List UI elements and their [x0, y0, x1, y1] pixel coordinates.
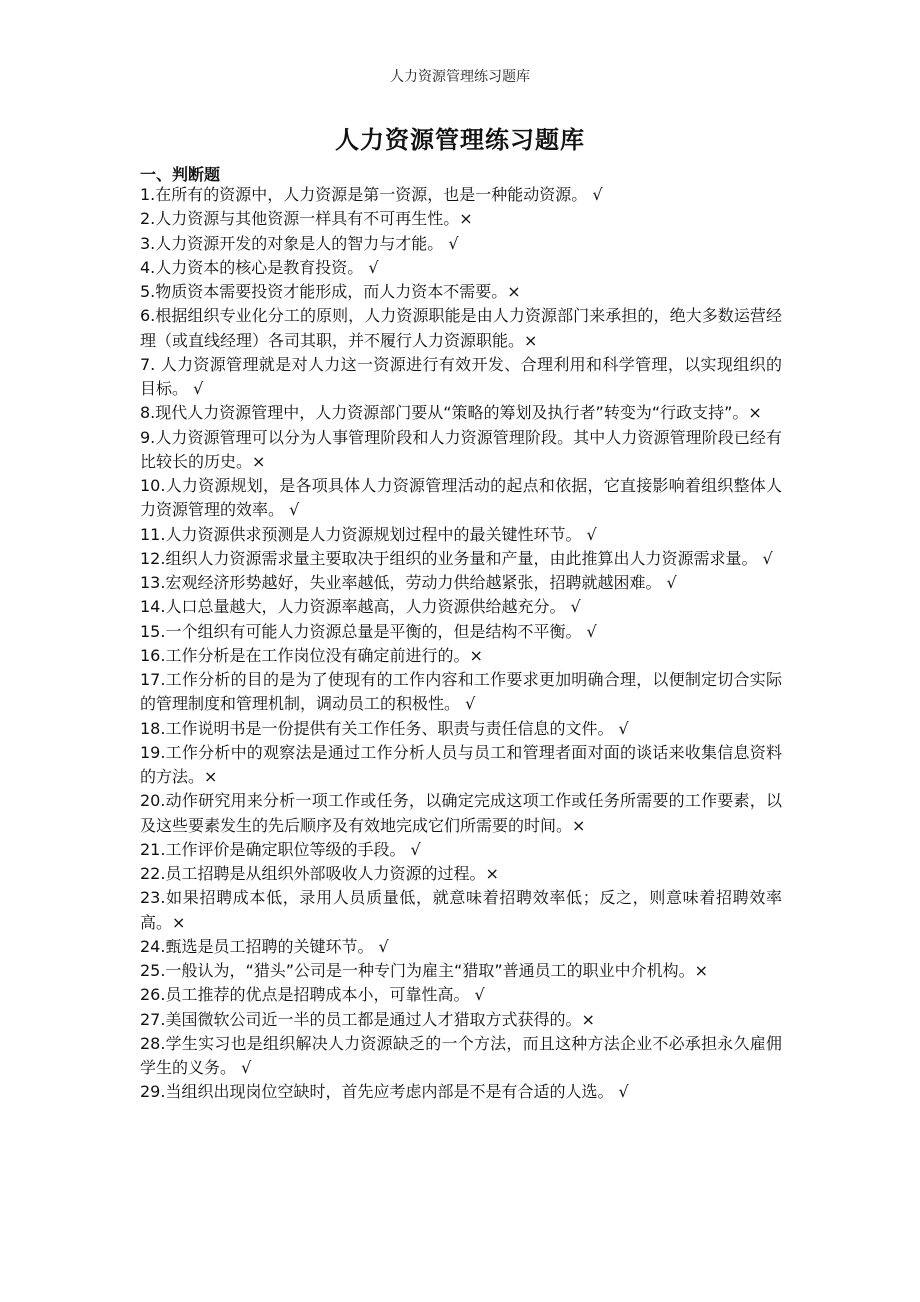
question-item [140, 935, 782, 959]
question-item [140, 644, 782, 668]
question-text: 人力资源管理就是对人力这一资源进行有效开发、合理利用和科学管理，以实现组织的目标。 √ [140, 354, 782, 398]
question-text: 员工招聘是从组织外部吸收人力资源的过程。× [165, 864, 499, 883]
question-item [140, 668, 782, 717]
question-item [140, 571, 782, 595]
question-text: 在所有的资源中，人力资源是第一资源，也是一种能动资源。 √ [155, 185, 603, 204]
question-text: 人力资源供求预测是人力资源规划过程中的最关键性环节。 √ [165, 524, 597, 544]
question-item [140, 547, 782, 571]
question-item [140, 183, 782, 207]
question-item [140, 959, 782, 983]
question-number: 28. [140, 1033, 166, 1053]
question-number: 29. [140, 1082, 166, 1102]
question-item [140, 595, 782, 619]
question-text: 宏观经济形势越好，失业率越低，劳动力供给越紧张，招聘就越困难。 √ [165, 573, 677, 592]
question-number: 7. [140, 354, 156, 374]
question-item [140, 1008, 782, 1032]
question-item [140, 789, 782, 838]
question-text: 如果招聘成本低，录用人员质量低，就意味着招聘效率低；反之，则意味着招聘效率高。× [140, 888, 782, 932]
question-item [140, 741, 782, 790]
question-text: 现代人力资源管理中，人力资源部门要从“策略的筹划及执行者”转变为“行政支持”。× [155, 403, 762, 423]
question-item [140, 838, 782, 862]
question-text: 工作说明书是一份提供有关工作任务、职责与责任信息的文件。 √ [165, 718, 629, 738]
question-text: 员工推荐的优点是招聘成本小，可靠性高。 √ [165, 985, 485, 1005]
question-number: 15. [140, 621, 166, 641]
question-number: 13. [140, 573, 166, 592]
question-number: 8. [140, 403, 156, 423]
question-number: 20. [140, 791, 166, 811]
question-text: 动作研究用来分析一项工作或任务，以确定完成这项工作或任务所需要的工作要素，以及这些要素发生的先后顺序及有效地完成它们所需要的时间。× [140, 791, 782, 835]
question-number: 19. [140, 742, 166, 762]
question-number: 3. [140, 233, 156, 253]
question-text: 组织人力资源需求量主要取决于组织的业务量和产量，由此推算出人力资源需求量。 √ [165, 548, 773, 568]
question-text: 工作分析中的观察法是通过工作分析人员与员工和管理者面对面的谈话来收集信息资料的方法。× [140, 742, 782, 786]
question-number: 4. [140, 257, 156, 277]
question-number: 25. [140, 961, 166, 980]
question-item [140, 1032, 782, 1081]
document-title: 人力资源管理练习题库 [335, 126, 585, 154]
question-number: 26. [140, 985, 166, 1005]
question-item [140, 280, 782, 304]
question-number: 10. [140, 476, 166, 495]
question-text: 一个组织有可能人力资源总量是平衡的，但是结构不平衡。 √ [165, 621, 597, 641]
question-text: 工作分析是在工作岗位没有确定前进行的。× [165, 645, 483, 665]
question-number: 24. [140, 936, 166, 956]
question-item [140, 862, 782, 886]
question-item [140, 353, 782, 402]
question-text: 工作评价是确定职位等级的手段。 √ [165, 839, 421, 859]
question-number: 5. [140, 282, 156, 301]
question-number: 2. [140, 209, 156, 229]
question-item [140, 426, 782, 475]
question-text: 物质资本需要投资才能形成，而人力资本不需要。× [155, 282, 521, 301]
question-number: 12. [140, 548, 166, 568]
question-item [140, 304, 782, 353]
question-number: 27. [140, 1009, 166, 1029]
question-list [140, 183, 782, 1105]
question-text: 学生实习也是组织解决人力资源缺乏的一个方法，而且这种方法企业不必承担永久雇佣学生的义务。 √ [140, 1033, 782, 1077]
question-text: 人力资源与其他资源一样具有不可再生性。× [155, 209, 473, 229]
question-text: 当组织出现岗位空缺时，首先应考虑内部是不是有合适的人选。 √ [165, 1082, 629, 1102]
question-number: 18. [140, 718, 166, 738]
question-text: 人力资源管理可以分为人事管理阶段和人力资源管理阶段。其中人力资源管理阶段已经有比较长的历史。× [140, 427, 782, 471]
question-number: 17. [140, 670, 166, 689]
question-text: 工作分析的目的是为了使现有的工作内容和工作要求更加明确合理，以便制定切合实际的管理制度和管理机制，调动员工的积极性。 √ [140, 670, 782, 714]
running-header: 人力资源管理练习题库 [390, 69, 530, 85]
question-item [140, 401, 782, 425]
question-text: 一般认为，“猎头”公司是一种专门为雇主“猎取”普通员工的职业中介机构。× [165, 961, 709, 980]
question-number: 22. [140, 864, 166, 883]
question-item [140, 256, 782, 280]
question-number: 21. [140, 839, 166, 859]
question-number: 11. [140, 524, 166, 544]
question-number: 23. [140, 888, 166, 908]
question-text: 根据组织专业化分工的原则，人力资源职能是由人力资源部门来承担的，绝大多数运营经理（或直线经理）各司其职，并不履行人力资源职能。× [140, 306, 782, 350]
section-heading: 一、判断题 [140, 165, 221, 184]
question-item [140, 620, 782, 644]
question-number: 9. [140, 427, 156, 447]
question-text: 人力资源开发的对象是人的智力与才能。 √ [155, 233, 459, 253]
question-number: 1. [140, 185, 156, 204]
question-item [140, 717, 782, 741]
question-item [140, 474, 782, 523]
question-text: 人力资本的核心是教育投资。 √ [155, 257, 379, 277]
question-item [140, 207, 782, 231]
question-text: 美国微软公司近一半的员工都是通过人才猎取方式获得的。× [165, 1009, 595, 1029]
question-item [140, 983, 782, 1007]
question-text: 人口总量越大，人力资源率越高，人力资源供给越充分。 √ [165, 597, 581, 617]
question-number: 6. [140, 306, 156, 326]
question-item [140, 523, 782, 547]
question-text: 甄选是员工招聘的关键环节。 √ [165, 936, 389, 956]
question-number: 16. [140, 645, 166, 665]
question-number: 14. [140, 597, 166, 617]
question-text: 人力资源规划，是各项具体人力资源管理活动的起点和依据，它直接影响着组织整体人力资源管理的效率。 √ [140, 476, 782, 520]
question-item [140, 886, 782, 935]
question-item [140, 1080, 782, 1104]
question-item [140, 232, 782, 256]
